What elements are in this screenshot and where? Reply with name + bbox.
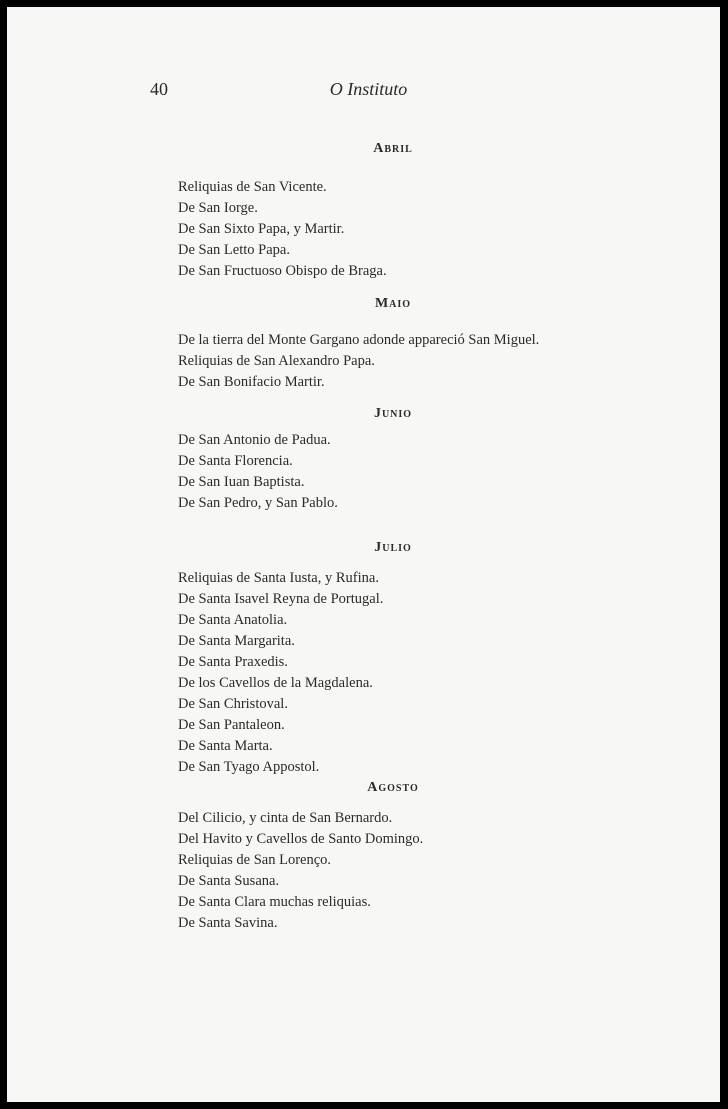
list-item: Reliquias de San Lorenço. [178,852,332,868]
entry-list [178,330,658,393]
list-item: Reliquias de Santa Iusta, y Rufina. [178,570,379,586]
list-item: De San Sixto Papa, y Martir. [178,221,345,237]
month-heading: Agosto [367,780,419,795]
list-item: De San Christoval. [178,696,288,712]
list-item: De Santa Isavel Reyna de Portugal. [178,591,384,607]
running-title: O Instituto [329,79,408,99]
month-section-abril [178,141,658,296]
month-heading: Maio [374,296,412,311]
list-item: De Santa Florencia. [178,453,293,469]
list-item: De San Antonio de Padua. [178,432,331,448]
month-section-agosto [178,780,658,934]
list-item: Del Havito y Cavellos de Santo Domingo. [178,831,424,847]
month-section-junio [178,406,658,540]
list-item: De Santa Susana. [178,873,280,889]
page-number: 40 [150,79,168,99]
list-item: De San Tyago Appostol. [178,759,320,775]
book-page [7,7,720,1102]
list-item: De Santa Marta. [178,738,273,754]
month-section-julio [178,540,658,780]
list-item: Reliquias de San Alexandro Papa. [178,353,375,369]
month-section-maio [178,296,658,406]
list-item: De Santa Praxedis. [178,654,288,670]
list-item: De Santa Clara muchas reliquias. [178,894,371,910]
list-item: De San Iuan Baptista. [178,474,305,490]
list-item: Del Cilicio, y cinta de San Bernardo. [178,810,393,826]
page-header [7,79,720,103]
list-item: De San Bonifacio Martir. [178,374,325,390]
month-heading: Julio [374,540,412,555]
list-item: De San Pantaleon. [178,717,285,733]
relics-list [178,141,658,934]
list-item: De Santa Margarita. [178,633,295,649]
entry-list [178,808,658,934]
list-item: De San Pedro, y San Pablo. [178,495,338,511]
entry-list [178,430,658,514]
list-item: De la tierra del Monte Gargano adonde appareció San Miguel. [178,332,540,348]
list-item: Reliquias de San Vicente. [178,179,327,195]
list-item: De San Fructuoso Obispo de Braga. [178,263,387,279]
month-heading: Junio [373,406,413,421]
month-heading: Abril [373,141,413,156]
entry-list [178,568,658,778]
list-item: De Santa Savina. [178,915,278,931]
list-item: De San Letto Papa. [178,242,290,258]
list-item: De los Cavellos de la Magdalena. [178,675,373,691]
list-item: De San Iorge. [178,200,258,216]
list-item: De Santa Anatolia. [178,612,288,628]
entry-list [178,177,658,282]
